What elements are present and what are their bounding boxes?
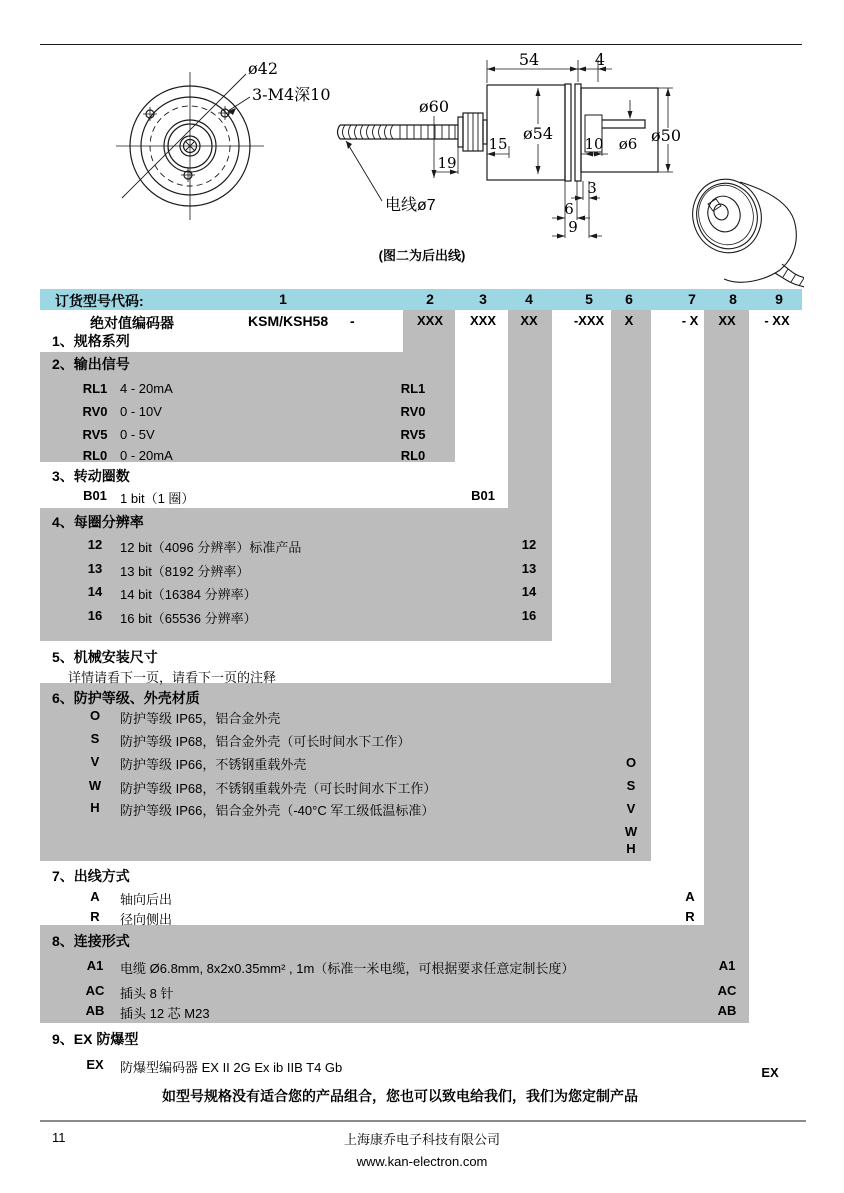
code-value: A1: [718, 958, 736, 973]
option-desc: 0 - 5V: [120, 427, 155, 442]
option-desc: 0 - 10V: [120, 404, 162, 419]
product-photo: [683, 170, 804, 290]
cable-gland-drawing: [458, 113, 487, 151]
option-desc: 防护等级 IP66，铝合金外壳（-40°C 军工级低温标准）: [120, 803, 435, 818]
option-code: EX: [86, 1057, 104, 1072]
code-value: RV5: [400, 427, 426, 442]
dim-3: 3: [587, 179, 597, 197]
section7-header: 7、出线方式: [52, 868, 130, 884]
dim-d54: ø54: [523, 124, 553, 143]
product-name: 绝对值编码器: [90, 315, 174, 331]
option-desc: 防护等级 IP66，不锈钢重载外壳: [120, 757, 307, 772]
product-dash: -: [350, 313, 355, 329]
col-3: 3: [479, 291, 487, 307]
col-4: 4: [525, 291, 533, 307]
code-value: W: [624, 824, 638, 839]
option-desc: 14 bit（16384 分辨率）: [120, 587, 257, 602]
option-code: 13: [87, 561, 103, 576]
dim-9: 9: [568, 218, 578, 236]
section6-header: 6、防护等级、外壳材质: [52, 690, 200, 706]
option-code: 16: [87, 608, 103, 623]
option-desc: 0 - 20mA: [120, 448, 173, 463]
code-value: RL0: [400, 448, 426, 463]
top-rule: [40, 44, 802, 45]
option-desc: 电缆 Ø6.8mm, 8x2x0.35mm² , 1m（标准一米电缆，可根据要求任意定制长度）: [120, 961, 575, 976]
company-website: www.kan-electron.com: [356, 1154, 488, 1169]
ph-7: - X: [681, 313, 699, 328]
code-value: B01: [471, 488, 495, 503]
code-value: 16: [521, 608, 537, 623]
code-value: A: [685, 889, 695, 904]
ph-3: XXX: [469, 313, 497, 328]
option-code: AC: [85, 983, 105, 998]
ph-8: XX: [718, 313, 736, 328]
dim-54: 54: [518, 50, 540, 69]
option-desc: 防护等级 IP68，铝合金外壳（可长时间水下工作）: [120, 734, 411, 749]
col-6: 6: [625, 291, 633, 307]
option-code: 12: [87, 537, 103, 552]
option-desc: 4 - 20mA: [120, 381, 173, 396]
dim-front-diameter: ø42: [248, 59, 278, 78]
order-code-title: 订货型号代码:: [55, 293, 144, 309]
technical-drawing: [40, 48, 804, 290]
ph-4: XX: [520, 313, 538, 328]
option-desc: 13 bit（8192 分辨率）: [120, 564, 250, 579]
col8-bar: [704, 310, 749, 1023]
dim-d6: ø6: [618, 135, 638, 153]
dim-6: 6: [564, 200, 574, 218]
option-code: RV5: [82, 427, 108, 442]
col-9: 9: [775, 291, 783, 307]
code-value: H: [626, 841, 636, 856]
custom-order-note: 如型号规格没有适合您的产品组合，您也可以致电给我们，我们为您定制产品: [162, 1088, 638, 1104]
ph-2: XXX: [416, 313, 444, 328]
option-desc: 插头 8 针: [120, 986, 174, 1001]
code-value: RL1: [400, 381, 426, 396]
cable-label: 电线ø7: [385, 197, 436, 214]
col-7: 7: [688, 291, 696, 307]
option-code: V: [90, 754, 100, 769]
col-1: 1: [279, 291, 287, 307]
page-number: 11: [52, 1130, 66, 1145]
code-value: 13: [521, 561, 537, 576]
option-code: 14: [87, 584, 103, 599]
section2-header: 2、输出信号: [52, 356, 130, 372]
section1-header: 1、规格系列: [52, 333, 130, 349]
ph-5: -XXX: [573, 313, 605, 328]
code-value: 14: [521, 584, 537, 599]
dim-4: 4: [594, 50, 606, 69]
section5-header: 5、机械安装尺寸: [52, 649, 158, 665]
option-code: AB: [85, 1003, 105, 1018]
code-value: EX: [761, 1065, 779, 1080]
option-code: RL1: [82, 381, 108, 396]
cable-drawing: [338, 125, 459, 139]
section4-header: 4、每圈分辨率: [52, 514, 144, 530]
option-code: S: [90, 731, 100, 746]
col-2: 2: [426, 291, 434, 307]
option-code: A1: [86, 958, 104, 973]
footer-rule: [40, 1120, 806, 1122]
option-code: O: [89, 708, 101, 723]
dim-front-holes: 3-M4深10: [252, 85, 331, 104]
dim-10: 10: [584, 135, 604, 153]
code-value: R: [685, 909, 695, 924]
option-code: W: [88, 778, 102, 793]
option-desc: 12 bit（4096 分辨率）标准产品: [120, 540, 302, 555]
option-desc: 16 bit（65536 分辨率）: [120, 611, 257, 626]
col-8: 8: [729, 291, 737, 307]
code-value: S: [626, 778, 636, 793]
section5-note: 详情请看下一页，请看下一页的注释: [68, 670, 277, 685]
option-code: B01: [83, 488, 107, 503]
option-desc: 防护等级 IP68，不锈钢重载外壳（可长时间水下工作）: [120, 781, 437, 796]
section8-header: 8、连接形式: [52, 933, 130, 949]
ph-6: X: [624, 313, 634, 328]
option-desc: 防护等级 IP65，铝合金外壳: [120, 711, 281, 726]
code-value: 12: [521, 537, 537, 552]
product-series: KSM/KSH58: [248, 313, 329, 329]
section9-header: 9、EX 防爆型: [52, 1031, 139, 1047]
code-value: AB: [717, 1003, 737, 1018]
option-code: RV0: [82, 404, 108, 419]
encoder-body-drawing: [487, 84, 658, 181]
option-desc: 径向侧出: [120, 912, 173, 927]
dim-d60: ø60: [419, 97, 449, 116]
option-desc: 轴向后出: [120, 892, 173, 907]
option-code: RL0: [82, 448, 108, 463]
option-code: A: [90, 889, 100, 904]
option-desc: 插头 12 芯 M23: [120, 1006, 210, 1021]
dim-d50: ø50: [651, 126, 681, 145]
option-desc: 1 bit（1 圈）: [120, 491, 195, 506]
code-value: RV0: [400, 404, 426, 419]
option-code: H: [90, 800, 100, 815]
section3-header: 3、转动圈数: [52, 468, 130, 484]
code-value: AC: [717, 983, 737, 998]
company-name: 上海康乔电子科技有限公司: [343, 1132, 501, 1147]
col-5: 5: [585, 291, 593, 307]
option-desc: 防爆型编码器 EX II 2G Ex ib IIB T4 Gb: [120, 1060, 343, 1075]
ph-9: - XX: [764, 313, 790, 328]
drawing-caption: (图二为后出线): [378, 248, 466, 263]
code-value: V: [626, 801, 636, 816]
dim-15: 15: [488, 135, 508, 153]
code-value: O: [625, 755, 637, 770]
option-code: R: [90, 909, 100, 924]
dim-19: 19: [437, 154, 457, 172]
